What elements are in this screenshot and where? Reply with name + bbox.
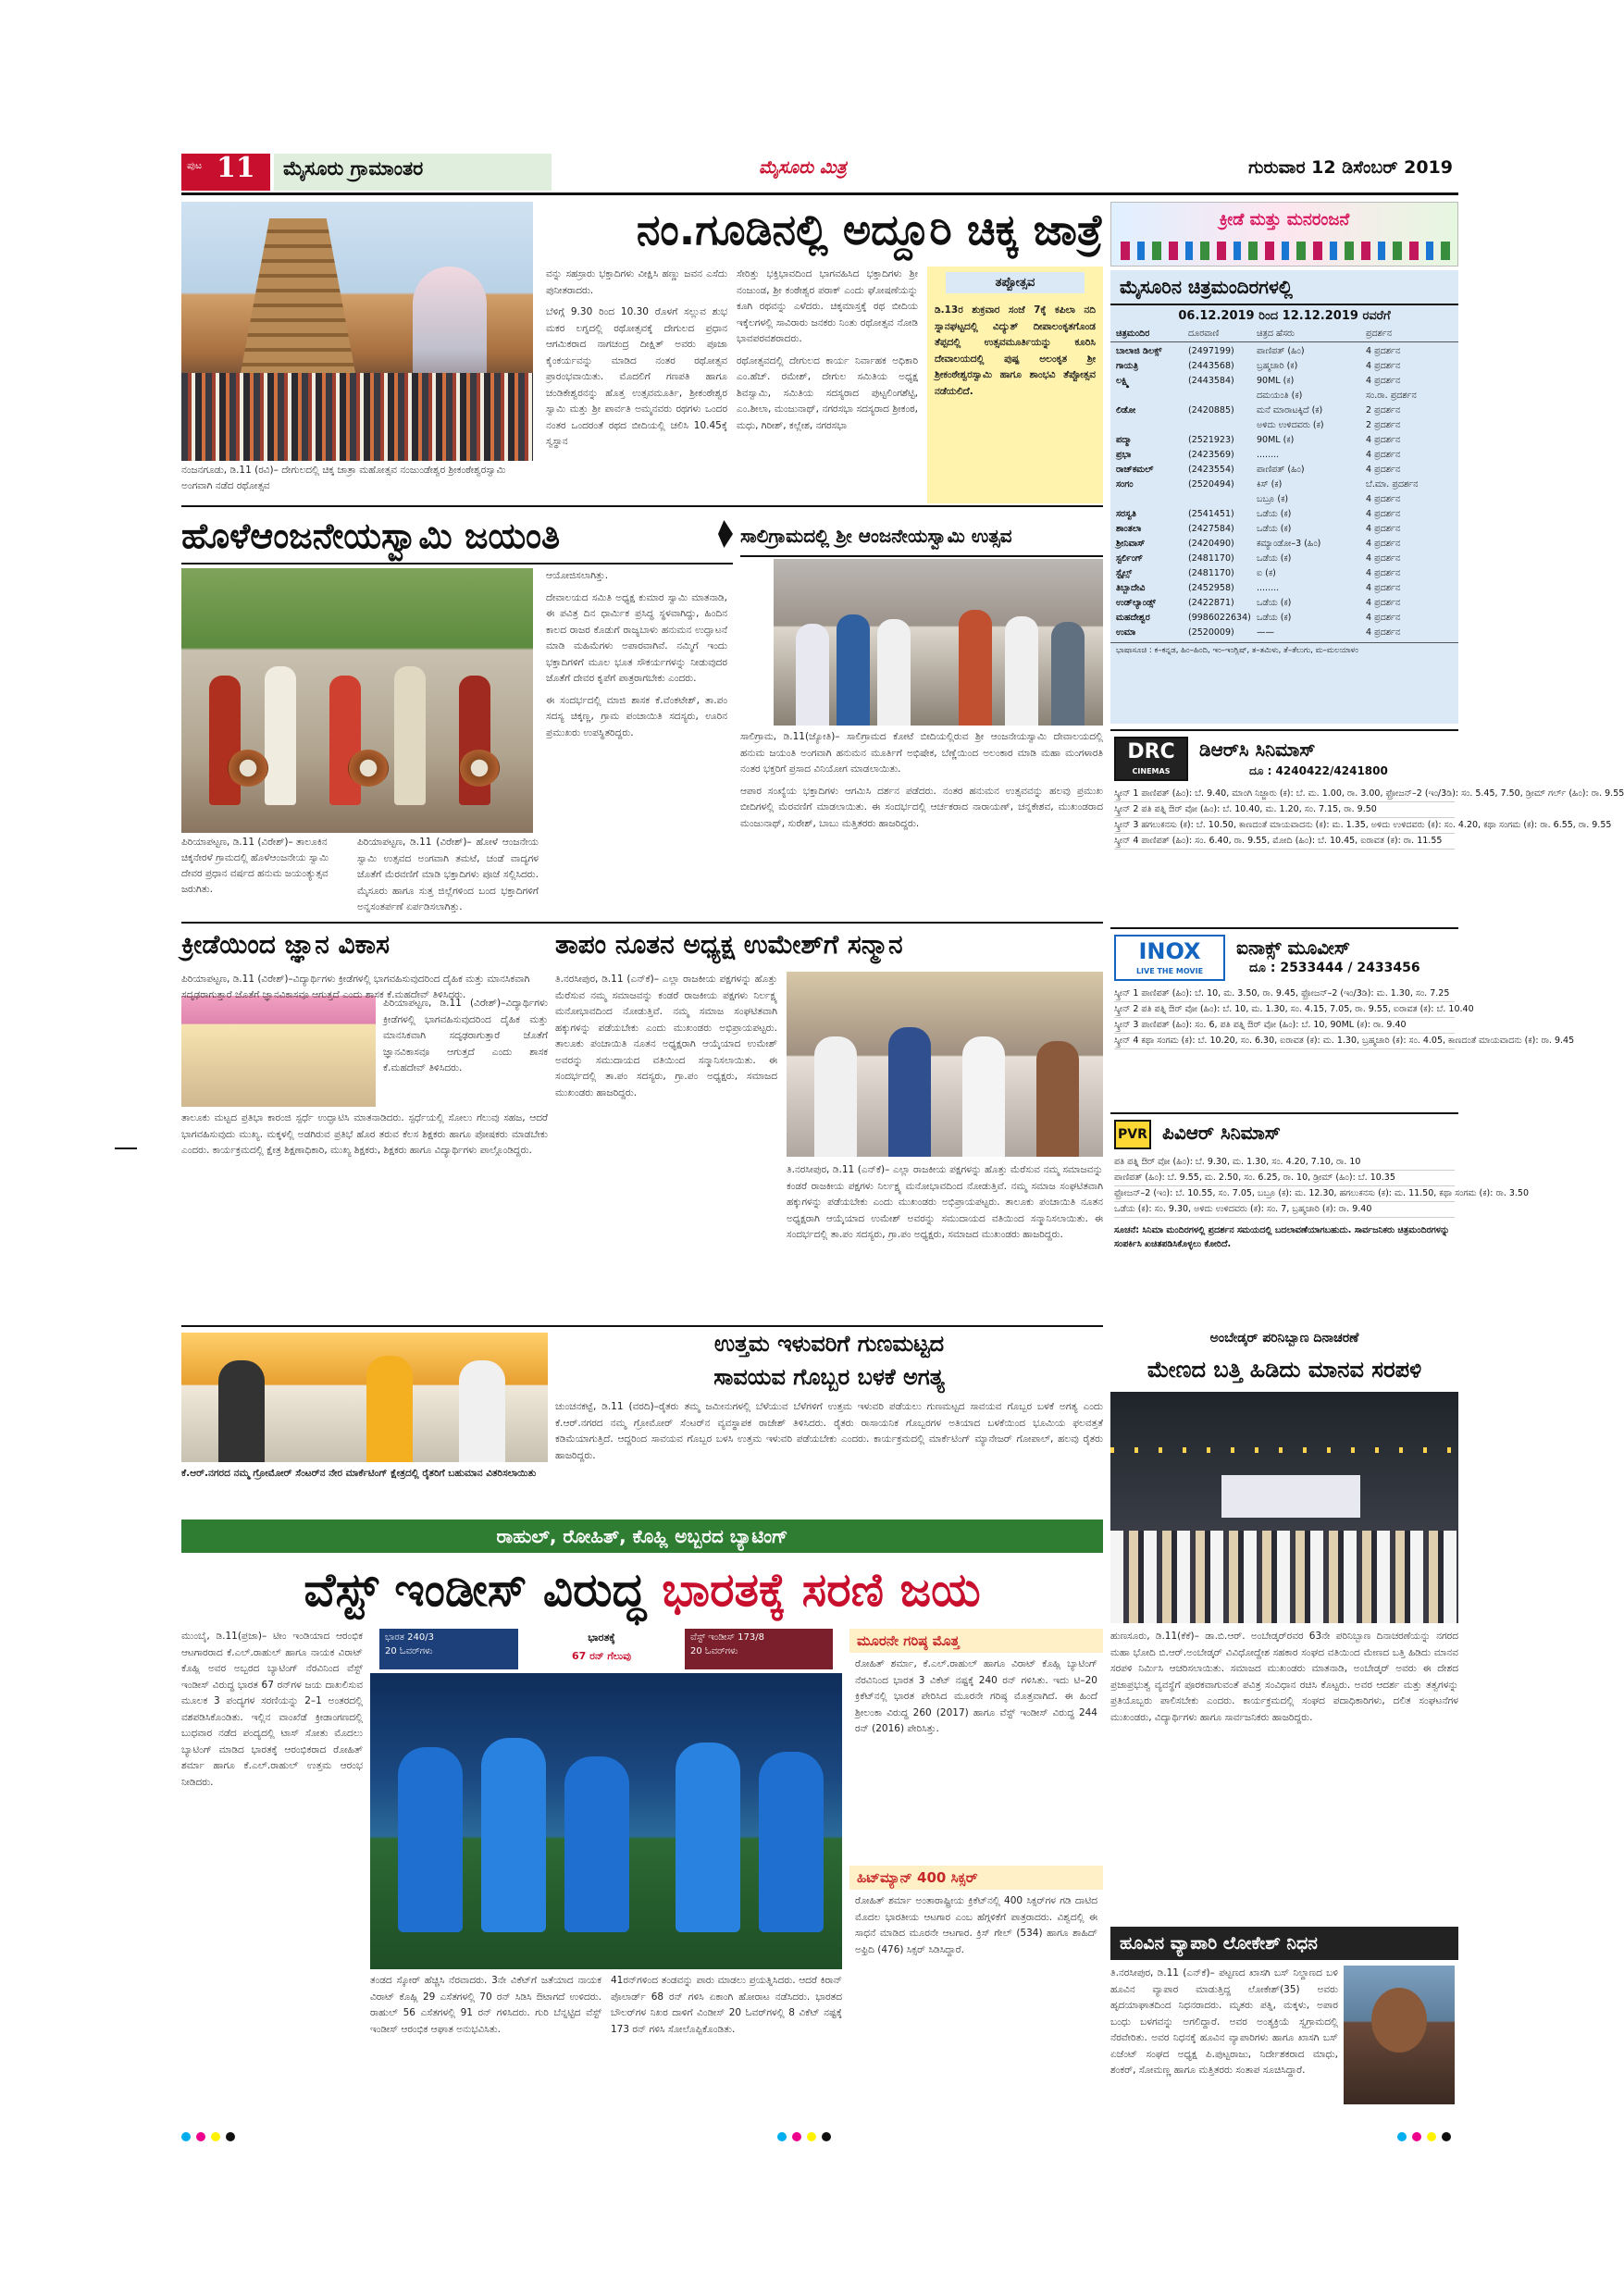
felicitation-photo <box>787 972 1103 1157</box>
inox-logo: INOX LIVE THE MOVIE <box>1114 935 1225 981</box>
banner-icon <box>1221 1475 1360 1518</box>
show-line: ಸ್ಕ್ರೀನ್ 3 ಪಾಣಿಪತ್ (ಹಿಂ): ಸಂ. 6, ಪತಿ ಪತ್ನಿ ಔರ್ ವೋ (ಹಿಂ): ಬೆ. 10, 90ML (ಕ): ರಾ. 9.40 <box>1114 1018 1455 1034</box>
person <box>837 614 870 726</box>
person <box>218 1360 265 1462</box>
ambedkar-headline: ಮೇಣದ ಬತ್ತಿ ಹಿಡಿದು ಮಾನವ ಸರಪಳಿ <box>1147 1357 1422 1383</box>
gobbara-award-photo <box>181 1333 548 1462</box>
drc-block <box>1110 729 1624 924</box>
show-line: ಸ್ಕ್ರೀನ್ 4 ಕಥಾ ಸಂಗಮ (ಕ): ಬೆ. 10.20, ಸಂ. 6.30, ಐರಾವತ (ಕ): ಮ. 1.30, ಬ್ರಹ್ಮಚಾರಿ (ಕ): ಸಂ. 4.05, ಕಾಣದಂತೆ ಮಾಯವಾದನು (ಕ): ರಾ. 9.45 <box>1114 1034 1455 1049</box>
crowd <box>181 373 533 461</box>
obituary-body: ತಿ.ನರಸೀಪುರ, ಡಿ.11 (ಎನ್‌ಕೆ)– ಪಟ್ಟಣದ ಖಾಸಗಿ ಬಸ್ ನಿಲ್ದಾಣದ ಬಳಿ ಹೂವಿನ ವ್ಯಾಪಾರ ಮಾಡುತ್ತಿದ್ದ ಲೋಕೇಶ್(35) ಅವರು ಹೃದಯಾಘಾತದಿಂದ ನಿಧನರಾದರು. ಮೃತರು ಪತ್ನಿ, ಮಕ್ಕಳು, ಅಪಾರ ಬಂಧು ಬಳಗವನ್ನು ಅಗಲಿದ್ದಾರೆ. ಅವರ ಅಂತ್ಯಕ್ರಿಯೆ ಸ್ವಗ್ರಾಮದಲ್ಲಿ ನೆರವೇರಿತು. ಅವರ ನಿಧನಕ್ಕೆ ಹೂವಿನ ವ್ಯಾಪಾರಿಗಳು ಹಾಗೂ ಖಾಸಗಿ ಬಸ್ ಏಜೆಂಟ್ ಸಂಘದ ಅಧ್ಯಕ್ಷ ಪಿ.ಪುಟ್ಟರಾಜು, ನಿರ್ದೇಶಕರಾದ ಮಾಧು, ಶಂಕರ್, ಸೋಮಣ್ಣ ಹಾಗೂ ಮತ್ತಿತರರು ಸಂತಾಪ ಸೂಚಿಸಿದ್ದಾರೆ. <box>1110 1967 1338 2076</box>
masthead: ಮೈಸೂರು ಮಿತ್ರ <box>759 157 847 178</box>
drum <box>228 750 268 787</box>
person <box>962 1036 1005 1157</box>
registration-mark <box>807 2132 816 2141</box>
person <box>877 619 911 726</box>
player <box>481 1738 546 1932</box>
show-line: ಫ್ರೋಜನ್–2 (ಇಂ): ಬೆ. 10.55, ಸಂ. 7.05, ಬಬ್ರೂ (ಕ): ಮ. 12.30, ಹಗಲುಕನಸು (ಕ): ಮ. 11.50, ಕಥಾ ಸಂಗಮ (ಕ): ರಾ. 3.50 <box>1114 1186 1455 1202</box>
gobbara-body: ಚುಂಚನಕಟ್ಟೆ, ಡಿ.11 (ವರದಿ)–ರೈತರು ತಮ್ಮ ಜಮೀನುಗಳಲ್ಲಿ ಬೆಳೆಯುವ ಬೆಳೆಗಳಿಗೆ ಉತ್ತಮ ಇಳುವರಿ ಪಡೆಯಲು ಗುಣಮಟ್ಟದ ಸಾವಯವ ಗೊಬ್ಬರ ಬಳಕೆ ಅಗತ್ಯ ಎಂದು ಕೆ.ಆರ್.ನಗರದ ನಮ್ಮ ಗ್ರೋಮೋರ್ ಸೆಂಟರ್‌ನ ವ್ಯವಸ್ಥಾಪಕ ರಾಜೇಶ್ ತಿಳಿಸಿದರು. ರೈತರು ರಾಸಾಯನಿಕ ಗೊಬ್ಬರಗಳ ಅತಿಯಾದ ಬಳಕೆಯಿಂದ ಭೂಮಿಯ ಫಲವತ್ತತೆ ಕಡಿಮೆಯಾಗುತ್ತಿದೆ. ಆದ್ದರಿಂದ ಸಾವಯವ ಗೊಬ್ಬರ ಬಳಸಿ ಉತ್ತಮ ಇಳುವರಿ ಪಡೆಯಬೇಕು ಎಂದರು. ಕಾರ್ಯಕ್ರಮದಲ್ಲಿ ಮಾರ್ಕೆಟಿಂಗ್ ಮ್ಯಾನೇಜರ್ ಗೋಪಾಲ್, ಹಲವು ರೈತರು ಹಾಜರಿದ್ದರು. <box>555 1401 1103 1461</box>
kreede-stage-photo <box>181 996 376 1107</box>
cinema-row: ಉಮಾ (2520009) —— 4 ಪ್ರದರ್ಶನ <box>1116 627 1401 638</box>
drum <box>348 750 389 787</box>
taapam-body-col2: ತಿ.ನರಸೀಪುರ, ಡಿ.11 (ಎನ್‌ಕೆ)– ಎಲ್ಲಾ ರಾಜಕೀಯ ಪಕ್ಷಗಳನ್ನು ಹೊತ್ತು ಮೆರೆಸುವ ನಮ್ಮ ಸಮಾಜವನ್ನು ಕಂಡರೆ ರಾಜಕೀಯ ಪಕ್ಷಗಳು ನಿರ್ಲಕ್ಷ್ಯ ಮನೋಭಾವದಿಂದ ನೋಡುತ್ತಿವೆ. ನಮ್ಮ ಸಮಾಜ ಸಂಘಟಿತವಾಗಿ ಹಕ್ಕುಗಳನ್ನು ಪಡೆಯಬೇಕು ಎಂದು ಮುಖಂಡರು ಅಭಿಪ್ರಾಯಪಟ್ಟರು. ತಾಲೂಕು ಪಂಚಾಯಿತಿ ನೂತನ ಅಧ್ಯಕ್ಷರಾಗಿ ಆಯ್ಕೆಯಾದ ಉಮೇಶ್ ಅವರನ್ನು ಸಮುದಾಯದ ವತಿಯಿಂದ ಸನ್ಮಾನಿಸಲಾಯಿತು. ಈ ಸಂದರ್ಭದಲ್ಲಿ ತಾ.ಪಂ ಸದಸ್ಯರು, ಗ್ರಾ.ಪಂ ಅಧ್ಯಕ್ಷರು, ಸಮಾಜದ ಮುಖಂಡರು ಹಾಜರಿದ್ದರು. <box>787 1164 1103 1240</box>
registration-mark <box>226 2132 235 2141</box>
player <box>759 1752 824 1932</box>
lokesh-portrait-photo <box>1344 1966 1455 2104</box>
show-line: ಸ್ಕ್ರೀನ್ 2 ಪತಿ ಪತ್ನಿ ಔರ್ ವೋ (ಹಿಂ): ಬೆ. 10, ಮ. 1.30, ಸಂ. 4.15, 7.05, ರಾ. 9.55, ಐರಾವತ (ಕ): ಬೆ. 10.40 <box>1114 1002 1455 1018</box>
anjaneya-body-col1: ಆಯೋಜಿಸಲಾಗಿತ್ತು. ದೇವಾಲಯದ ಸಮಿತಿ ಅಧ್ಯಕ್ಷ ಕುಮಾರ ಸ್ವಾಮಿ ಮಾತನಾಡಿ, ಈ ಪವಿತ್ರ ದಿನ ಧಾರ್ಮಿಕ ಪ್ರಸಿದ್ಧ ಸ್ಥಳವಾಗಿದ್ದು, ಹಿಂದಿನ ಕಾಲದ ರಾಜರ ಕೊಡುಗೆ ರಾಜ್ಯಬಾಳು ಹನುಮನ ಉದ್ಘಾಟನೆ ಮಾಡಿ ಮಹಿಮೆಗಳು ಅಪಾರವಾಗಿವೆ. ನಮ್ಮಿಗೆ ಇಂದು ಭಕ್ತಾದಿಗಳಿಗೆ ಮೂಲ ಭೂತ ಸೌಕರ್ಯಗಳನ್ನು ನೀಡುವುದರ ಜೊತೆಗೆ ದೇವರ ಕೃಪೆಗೆ ಪಾತ್ರರಾಗಬೇಕು ಎಂದರು. ಈ ಸಂದರ್ಭದಲ್ಲಿ ಮಾಜಿ ಶಾಸಕ ಕೆ.ವೆಂಕಟೇಶ್, ತಾ.ಪಂ ಸದಸ್ಯ ಚಿಕ್ಕಣ್ಣ, ಗ್ರಾಮ ಪಂಚಾಯಿತಿ ಸದಸ್ಯರು, ಊರಿನ ಪ್ರಮುಖರು ಉಪಸ್ಥಿತರಿದ್ದರು. <box>546 570 727 738</box>
cinema-row: ಪ್ರಭಾ (2423569) ........ 4 ಪ್ರದರ್ಶನ <box>1116 450 1401 460</box>
score-india: ಭಾರತ 240/3 20 ಓವರ್‌ಗಳು <box>379 1629 518 1669</box>
anjaneya-rule <box>181 563 733 564</box>
cinema-listing-panel <box>1110 270 1458 724</box>
inox-phone: ದೂ : 2533444 / 2433456 <box>1249 961 1420 975</box>
registration-mark <box>196 2132 205 2141</box>
registration-mark <box>1397 2132 1407 2141</box>
player <box>676 1743 740 1932</box>
drummer <box>209 676 241 805</box>
cinema-row: ಬಬ್ರೂ (ಕ) 4 ಪ್ರದರ್ಶನ <box>1257 494 1401 504</box>
cinema-row: ಸರಸ್ವತಿ (2541451) ಒಡೆಯ (ಕ) 4 ಪ್ರದರ್ಶನ <box>1116 509 1401 519</box>
cricket-headline <box>181 1557 1103 1625</box>
drc-shows <box>1114 787 1624 850</box>
date: ಗುರುವಾರ 12 ಡಿಸೆಂಬರ್ 2019 <box>1248 157 1453 178</box>
kreede-headline: ಕ್ರೀಡೆಯಿಂದ ಜ್ಞಾನ ವಿಕಾಸ <box>181 929 390 960</box>
drc-logo: DRC CINEMAS <box>1114 737 1188 781</box>
temple-body-col1: ವನ್ನು ಸಹಸ್ರಾರು ಭಕ್ತಾದಿಗಳು ವೀಕ್ಷಿಸಿ ಹಣ್ಣು ಜವನ ಎಸೆದು ಪುನೀತರಾದರು. ಬೆಳಿಗ್ಗೆ 9.30 ರಿಂದ 10.30 ರೊಳಗೆ ಸಲ್ಲುವ ಶುಭ ಮಕರ ಲಗ್ನದಲ್ಲಿ ರಥೋತ್ಸವಕ್ಕೆ ದೇಗುಲದ ಪ್ರಧಾನ ಆಗಮಿಕರಾದ ನಾಗಚಂದ್ರ ದೀಕ್ಷಿತ್ ಅವರು ಪೂಜಾ ಕೈಂಕರ್ಯವನ್ನು ಮಾಡಿದ ನಂತರ ರಥೋತ್ಸವ ಪ್ರಾರಂಭವಾಯಿತು. ಮೊದಲಿಗೆ ಗಣಪತಿ ಹಾಗೂ ಚಂಡಿಕೇಶ್ವರನನ್ನು ಹೊತ್ತ ಉತ್ಸವಮೂರ್ತಿ, ಶ್ರೀಕಂಠೇಶ್ವರ ಸ್ವಾಮಿ ಮತ್ತು ಶ್ರೀ ಪಾರ್ವತಿ ಅಮ್ಮನವರು ರಥಗಳು ಒಂದರ ನಂತರ ಒಂದರಂತೆ ರಥದ ಬೀದಿಯಲ್ಲಿ ಚಲಿಸಿ 10.45ಕ್ಕೆ ಸ್ವಸ್ಥಾನ <box>546 268 727 447</box>
temple-rule <box>181 505 1103 507</box>
registration-mark <box>181 2132 191 2141</box>
drummer <box>329 676 361 805</box>
ornament-icon <box>718 520 733 548</box>
drummer <box>394 666 426 805</box>
person <box>796 624 829 726</box>
page-number: 11 <box>217 152 255 184</box>
drummer <box>265 666 296 805</box>
mid-rule <box>181 922 1103 924</box>
cinema-row: ಸ್ಟರ್ಲಿಂಗ್ (2481170) ಒಡೆಯ (ಕ) 4 ಪ್ರದರ್ಶನ <box>1116 553 1401 564</box>
records-body2: ರೋಹಿತ್ ಶರ್ಮಾ ಅಂತಾರಾಷ್ಟ್ರೀಯ ಕ್ರಿಕೆಟ್‌ನಲ್ಲಿ 400 ಸಿಕ್ಸರ್‌ಗಳ ಗಡಿ ದಾಟಿದ ಮೊದಲ ಭಾರತೀಯ ಆಟಗಾರ ಎಂಬ ಹೆಗ್ಗಳಿಕೆಗೆ ಪಾತ್ರರಾದರು. ವಿಶ್ವದಲ್ಲಿ ಈ ಸಾಧನೆ ಮಾಡಿದ ಮೂರನೇ ಆಟಗಾರ. ಕ್ರಿಸ್ ಗೇಲ್ (534) ಹಾಗೂ ಶಾಹಿದ್ ಅಫ್ರಿದಿ (476) ಸಿಕ್ಸರ್ ಸಿಡಿಸಿದ್ದಾರೆ. <box>855 1895 1097 1955</box>
drc-phone: ದೂ : 4240422/4241800 <box>1249 764 1388 777</box>
records-box <box>849 1629 1103 2121</box>
pvr-title: ಪಿವಿಆರ್ ಸಿನಿಮಾಸ್ <box>1162 1122 1281 1144</box>
cricket-body-col2: ತಂಡದ ಸ್ಕೋರ್ ಹೆಚ್ಚಿಸಿ ನೆರವಾದರು. 3ನೇ ವಿಕೆಟ್‌ಗೆ ಜತೆಯಾದ ನಾಯಕ ವಿರಾಟ್ ಕೊಹ್ಲಿ 29 ಎಸೆತಗಳಲ್ಲಿ 70 ರನ್ ಸಿಡಿಸಿ ಔಟಾಗದೆ ಉಳಿದರು. ರಾಹುಲ್ 56 ಎಸೆತಗಳಲ್ಲಿ 91 ರನ್ ಗಳಿಸಿದರು. ಗುರಿ ಬೆನ್ನಟ್ಟಿದ ವೆಸ್ಟ್ ಇಂಡೀಸ್ ಆರಂಭಿಕ ಆಘಾತ ಅನುಭವಿಸಿತು. <box>370 1975 601 2035</box>
tapotsava-box <box>927 267 1103 503</box>
saligrama-headline: ಸಾಲಿಗ್ರಾಮದಲ್ಲಿ ಶ್ರೀ ಆಂಜನೇಯಸ್ವಾಮಿ ಉತ್ಸವ <box>740 525 1012 547</box>
cinema-row: ರಾಜ್‌ಕಮಲ್ (2423554) ಪಾಣಿಪತ್ (ಹಿಂ) 4 ಪ್ರದರ್ಶನ <box>1116 465 1401 475</box>
cinema-row: ಗಾಯತ್ರಿ (2443568) ಬ್ರಹ್ಮಚಾರಿ (ಕ) 4 ಪ್ರದರ್ಶನ <box>1116 361 1401 371</box>
candle-march-photo <box>1110 1392 1458 1623</box>
candle-flames <box>1110 1447 1458 1453</box>
cinema-rows <box>1110 342 1458 642</box>
temple-caption: ನಂಜನಗೂಡು, ಡಿ.11 (ರವಿ)– ದೇಗುಲದಲ್ಲಿ ಚಿಕ್ಕ ಜಾತ್ರಾ ಮಹೋತ್ಸವ ನಂಜುಂಡೇಶ್ವರ ಶ್ರೀಕಂಠೇಶ್ವರಸ್ವಾಮಿ ಅಂಗವಾಗಿ ನಡೆದ ರಥೋತ್ಸವ <box>181 465 506 491</box>
cricket-body-col1: ಮುಂಬೈ, ಡಿ.11(ಪ್ರಜಾ)– ಟೀಂ ಇಂಡಿಯಾದ ಆರಂಭಿಕ ಆಟಗಾರರಾದ ಕೆ.ಎಲ್.ರಾಹುಲ್ ಹಾಗೂ ನಾಯಕ ವಿರಾಟ್ ಕೊಹ್ಲಿ ಅವರ ಅಬ್ಬರದ ಬ್ಯಾಟಿಂಗ್ ನೆರವಿನಿಂದ ವೆಸ್ಟ್ ಇಂಡೀಸ್ ವಿರುದ್ಧ ಭಾರತ 67 ರನ್‌ಗಳ ಜಯ ದಾಖಲಿಸುವ ಮೂಲಕ 3 ಪಂದ್ಯಗಳ ಸರಣಿಯನ್ನು 2–1 ಅಂತರದಲ್ಲಿ ವಶಪಡಿಸಿಕೊಂಡಿತು. ಇಲ್ಲಿನ ವಾಂಖೆಡೆ ಕ್ರೀಡಾಂಗಣದಲ್ಲಿ ಬುಧವಾರ ನಡೆದ ಪಂದ್ಯದಲ್ಲಿ ಟಾಸ್ ಸೋತು ಮೊದಲು ಬ್ಯಾಟಿಂಗ್ ಮಾಡಿದ ಭಾರತಕ್ಕೆ ಆರಂಭಿಕರಾದ ರೋಹಿತ್ ಶರ್ಮಾ ಹಾಗೂ ಕೆ.ಎಲ್.ರಾಹುಲ್ ಉತ್ತಮ ಆರಂಭ ನೀಡಿದರು. <box>181 1631 363 1788</box>
registration-mark <box>792 2132 801 2141</box>
player <box>398 1747 463 1932</box>
drc-title: ಡಿಆರ್‌ಸಿ ಸಿನಿಮಾಸ್ <box>1199 738 1316 761</box>
kreede-intro: ಪಿರಿಯಾಪಟ್ಟಣ, ಡಿ.11 (ವಿರೇಶ್)–ವಿದ್ಯಾರ್ಥಿಗಳು ಕ್ರೀಡೆಗಳಲ್ಲಿ ಭಾಗವಹಿಸುವುದರಿಂದ ದೈಹಿಕ ಮತ್ತು ಮಾನಸಿಕವಾಗಿ ಸದೃಢರಾಗುತ್ತಾರೆ ಜೊತೆಗೆ ಜ್ಞಾನವಿಕಾಸವೂ ಆಗುತ್ತದೆ ಎಂದು ಶಾಸಕ ಕೆ.ಮಹದೇವ್ ತಿಳಿಸಿದರು. <box>181 974 530 1000</box>
team-india-celebration-photo <box>370 1673 842 1969</box>
kreede-body: ತಾಲೂಕು ಮಟ್ಟದ ಪ್ರತಿಭಾ ಕಾರಂಜಿ ಸ್ಪರ್ಧೆ ಉದ್ಘಾಟಿಸಿ ಮಾತನಾಡಿದರು. ಸ್ಪರ್ಧೆಯಲ್ಲಿ ಸೋಲು ಗೆಲುವು ಸಹಜ, ಆದರೆ ಭಾಗವಹಿಸುವುದು ಮುಖ್ಯ. ಮಕ್ಕಳಲ್ಲಿ ಅಡಗಿರುವ ಪ್ರತಿಭೆ ಹೊರ ತರುವ ಕೆಲಸ ಶಿಕ್ಷಕರು ಹಾಗೂ ಪೋಷಕರು ಮಾಡಬೇಕು ಎಂದರು. ಕಾರ್ಯಕ್ರಮದಲ್ಲಿ ಕ್ಷೇತ್ರ ಶಿಕ್ಷಣಾಧಿಕಾರಿ, ಮುಖ್ಯ ಶಿಕ್ಷಕರು, ಶಿಕ್ಷಕರು ಹಾಗೂ ವಿದ್ಯಾರ್ಥಿಗಳು ಪಾಲ್ಗೊಂಡಿದ್ದರು. <box>181 1112 548 1156</box>
person <box>888 1027 931 1157</box>
person <box>459 1360 505 1462</box>
cinema-row: ಅಳಿದು ಉಳಿದವರು (ಕ) 2 ಪ್ರದರ್ಶನ <box>1257 420 1401 430</box>
section-name: ಮೈಸೂರು ಗ್ರಾಮಾಂತರ <box>274 154 552 191</box>
inox-block <box>1110 927 1575 1109</box>
sports-figures-icon <box>1121 242 1450 260</box>
cinema-row: ದಮಯಂತಿ (ಕ) ಸಂ.ರಾ. ಪ್ರದರ್ಶನ <box>1257 391 1417 401</box>
show-line: ಒಡೆಯ (ಕ): ಸಂ. 9.30, ಅಳಿದು ಉಳಿದವರು (ಕ): ಸಂ. 7, ಬ್ರಹ್ಮಚಾರಿ (ಕ): ರಾ. 9.40 <box>1114 1202 1455 1218</box>
sports-entertainment-banner <box>1110 202 1458 267</box>
cinema-columns: ಚಿತ್ರಮಂದಿರ ದೂರವಾಣಿ ಚಿತ್ರದ ಹೆಸರು ಪ್ರದರ್ಶನ <box>1110 327 1458 342</box>
show-line: ಸ್ಕ್ರೀನ್ 3 ಹಗಲುಕನಸು (ಕ): ಬೆ. 10.50, ಕಾಣದಂತೆ ಮಾಯವಾದನು (ಕ): ಮ. 1.35, ಅಳಿದು ಉಳಿದವರು (ಕ): ಸಂ. 4.20, ಕಥಾ ಸಂಗಮ (ಕ): ರಾ. 6.55, ರಾ. 9.55 <box>1114 818 1455 834</box>
registration-mark <box>1442 2132 1451 2141</box>
cinema-row: ಮಹದೇಶ್ವರ (9986022634) ಒಡೆಯ (ಕ) 4 ಪ್ರದರ್ಶನ <box>1116 613 1401 623</box>
show-line: ಪತಿ ಪತ್ನಿ ಔರ್ ವೋ (ಹಿಂ): ಬೆ. 9.30, ಮ. 1.30, ಸಂ. 4.20, 7.10, ರಾ. 10 <box>1114 1155 1455 1171</box>
registration-mark <box>211 2132 220 2141</box>
show-line: ಸ್ಕ್ರೀನ್ 1 ಪಾಣಿಪತ್ (ಹಿಂ): ಬೆ. 10, ಮ. 3.50, ರಾ. 9.45, ಫ್ರೋಜನ್–2 (ಇಂ/3ಡಿ): ಮ. 1.30, ಸಂ. 7.25 <box>1114 986 1455 1002</box>
records-title: ಮೂರನೇ ಗರಿಷ್ಠ ಮೊತ್ತ <box>849 1629 1103 1653</box>
cinema-period: 06.12.2019 ರಿಂದ 12.12.2019 ರವರೆಗೆ <box>1178 309 1391 323</box>
cinema-row: ಉಡ್‌ಲ್ಯಾಂಡ್ಸ್ (2422871) ಒಡೆಯ (ಕ) 4 ಪ್ರದರ್ಶನ <box>1116 598 1401 608</box>
records-title2: ಹಿಟ್‌ಮ್ಯಾನ್ 400 ಸಿಕ್ಸರ್ <box>849 1866 1103 1890</box>
face <box>1371 1988 1427 2053</box>
cinema-row: ತಿಬ್ಬಾದೇವಿ (2452958) ........ 4 ಪ್ರದರ್ಶನ <box>1116 583 1401 593</box>
sports-banner-label: ಕ್ರೀಡೆ ಮತ್ತು ಮನರಂಜನೆ <box>1219 210 1350 230</box>
show-line: ಪಾಣಿಪತ್ (ಹಿಂ): ಬೆ. 9.55, ಮ. 2.50, ಸಂ. 6.25, ರಾ. 10, ಡ್ರೀಮ್ (ಹಿಂ): ಬೆ. 10.35 <box>1114 1171 1455 1186</box>
page-label: ಪುಟ <box>187 159 203 171</box>
page-number-box <box>181 154 270 191</box>
registration-mark <box>822 2132 831 2141</box>
person <box>1036 1041 1079 1157</box>
cinema-title: ಮೈಸೂರಿನ ಚಿತ್ರಮಂದಿರಗಳಲ್ಲಿ <box>1110 270 1458 305</box>
result-box: ಭಾರತಕ್ಕೆ 67 ರನ್ ಗೆಲುವು <box>527 1629 676 1669</box>
show-line: ಸ್ಕ್ರೀನ್ 4 ಪಾಣಿಪತ್ (ಹಿಂ): ಸಂ. 6.40, ರಾ. 9.55, ಮೋದಿ (ಹಿಂ): ಬೆ. 10.45, ಐರಾವತ (ಕ): ರಾ. 11.55 <box>1114 834 1455 850</box>
cinema-row: ಶಾಂತಲಾ (2427584) ಒಡೆಯ (ಕ) 4 ಪ್ರದರ್ಶನ <box>1116 524 1401 534</box>
header-rule <box>181 192 1458 195</box>
tapotsava-title: ತಪ್ಪೋತ್ಸವ <box>946 272 1085 293</box>
inox-shows <box>1114 986 1575 1049</box>
cinema-row: ಪದ್ಮಾ (2521923) 90ML (ಕ) 4 ಪ್ರದರ್ಶನ <box>1116 435 1401 445</box>
person <box>366 1356 413 1462</box>
cinema-row: ಸಂಗಂ (2520494) ಕಿಸ್ (ಕ) ಬೆ.ಮಾ. ಪ್ರದರ್ಶನ <box>1116 479 1419 490</box>
rule-2 <box>181 1325 1103 1327</box>
temple-headline: ನಂ.ಗೂಡಿನಲ್ಲಿ ಅದ್ದೂರಿ ಚಿಕ್ಕ ಜಾತ್ರೆ <box>636 205 1103 254</box>
person <box>959 610 992 726</box>
pvr-block <box>1110 1112 1530 1321</box>
temple-body-col2: ಸೇರಿತ್ತು ಭಕ್ತಿಭಾವದಿಂದ ಭಾಗವಹಿಸಿದ ಭಕ್ತಾದಿಗಳು ಶ್ರೀ ನಂಜುಂಡ, ಶ್ರೀ ಕಂಠೇಶ್ವರ ಪರಾಕ್ ಎಂದು ಘೋಷಣೆಯನ್ನು ಕೂಗಿ ರಥವನ್ನು ಎಳೆದರು. ಚಿಕ್ಕಮಾಸ್ತಕ್ಕೆ ರಥ ಬೀದಿಯ ಇಕ್ಕೆಲಗಳಲ್ಲಿ ಸಾವಿರಾರು ಜನಕರು ನಿಂತು ರಥೋತ್ಸವ ನೋಡಿ ಭಾವಪರವಶರಾದರು. ರಥೋತ್ಸವದಲ್ಲಿ ದೇಗುಲದ ಕಾರ್ಯ ನಿರ್ವಾಹಕ ಅಧಿಕಾರಿ ಎಂ.ಹೆಚ್. ರಮೇಶ್, ದೇಗುಲ ಸಮಿತಿಯ ಅಧ್ಯಕ್ಷ ಶಿವಸ್ವಾಮಿ, ಸಮಿತಿಯ ಸದಸ್ಯರಾದ ಪುಟ್ಟಲಿಂಗಶೆಟ್ಟಿ, ಎಂ.ಶೀಲಾ, ಮಂಜುನಾಥ್, ನಗರಸಭಾ ಸದಸ್ಯರಾದ ಶ್ರೀಕಂಠ, ಮಧು, ಗಿರೀಶ್, ಕಲ್ಲೇಶ, ನಗರಸಭಾ <box>737 268 918 431</box>
cinema-legend: ಭಾಷಾಸೂಚಿ : ಕ–ಕನ್ನಡ, ಹಿಂ–ಹಿಂದಿ, ಇಂ–ಇಂಗ್ಲಿಷ್, ತ–ತಮಿಳು, ತೆ–ತೆಲುಗು, ಮ–ಮಲಯಾಳಂ <box>1110 642 1458 659</box>
pvr-note: ಸೂಚನೆ: ಸಿನಿಮಾ ಮಂದಿರಗಳಲ್ಲಿ ಪ್ರದರ್ಶನ ಸಮಯದಲ್ಲಿ ಬದಲಾವಣೆಯಾಗಬಹುದು. ಸಾರ್ವಜನಿಕರು ಚಿತ್ರಮಂದಿರಗಳನ್ನು ಸಂಪರ್ಕಿಸಿ ಖಚಿತಪಡಿಸಿಕೊಳ್ಳಲು ಕೋರಿದೆ. <box>1114 1225 1450 1249</box>
saligrama-body: ಸಾಲಿಗ್ರಾಮ, ಡಿ.11(ಜ್ಯೋತಿ)– ಸಾಲಿಗ್ರಾಮದ ಕೋಟೆ ಬೀದಿಯಲ್ಲಿರುವ ಶ್ರೀ ಆಂಜನೇಯಸ್ವಾಮಿ ದೇವಾಲಯದಲ್ಲಿ ಹನುಮ ಜಯಂತಿ ಅಂಗವಾಗಿ ಹನುಮನ ಮೂರ್ತಿಗೆ ಅಭಿಷೇಕ, ಬೆಣ್ಣೆಯಿಂದ ಅಲಂಕಾರ ಮಾಡಿ ಮಹಾ ಮಂಗಳಾರತಿ ನಂತರ ಭಕ್ತರಿಗೆ ಪ್ರಸಾದ ವಿನಿಯೋಗ ಮಾಡಲಾಯಿತು. ಆಪಾರ ಸಂಖ್ಯೆಯ ಭಕ್ತಾದಿಗಳು ಆಗಮಿಸಿ ದರ್ಶನ ಪಡೆದರು. ನಂತರ ಹನುಮನ ಉತ್ಸವವನ್ನು ಹಲವು ಪ್ರಮುಖ ಬೀದಿಗಳಲ್ಲಿ ಮೆರವಣಿಗೆ ಮಾಡಲಾಯಿತು. ಈ ಸಂದರ್ಭದಲ್ಲಿ ಆರ್ಚಕರಾದ ನಾರಾಯಣ್, ಚನ್ನಕೇಶವ, ಮುಖಂಡರಾದ ಮಂಜುನಾಥ್, ಸುರೇಶ್, ಬಾಬು ಮತ್ತಿತರರು ಹಾಜರಿದ್ದರು. <box>740 731 1103 829</box>
person <box>1051 622 1085 726</box>
cricket-headline-part1: ವೆಸ್ಟ್ ಇಂಡೀಸ್ ವಿರುದ್ಧ <box>304 1563 663 1617</box>
crowd <box>1110 1531 1458 1623</box>
show-line: ಸ್ಕ್ರೀನ್ 2 ಪತಿ ಪತ್ನಿ ಔರ್ ವೋ (ಹಿಂ): ಬೆ. 10.40, ಮ. 1.20, ಸಂ. 7.15, ರಾ. 9.50 <box>1114 802 1455 818</box>
saligrama-rule <box>740 555 1103 557</box>
drum <box>459 750 500 787</box>
crop-mark <box>115 1148 137 1149</box>
pvr-shows <box>1114 1155 1530 1218</box>
saligrama-group-photo <box>774 559 1103 726</box>
cinema-row: ಶ್ರೀನಿವಾಸ್ (2420490) ಕಮ್ಯಾಂಡೋ–3 (ಹಿಂ) 4 ಪ್ರದರ್ಶನ <box>1116 539 1401 549</box>
obituary-title: ಹೂವಿನ ವ್ಯಾಪಾರಿ ಲೋಕೇಶ್ ನಿಧನ <box>1110 1927 1458 1960</box>
taapam-body: ತಿ.ನರಸೀಪುರ, ಡಿ.11 (ಎನ್‌ಕೆ)– ಎಲ್ಲಾ ರಾಜಕೀಯ ಪಕ್ಷಗಳನ್ನು ಹೊತ್ತು ಮೆರೆಸುವ ನಮ್ಮ ಸಮಾಜವನ್ನು ಕಂಡರೆ ರಾಜಕೀಯ ಪಕ್ಷಗಳು ನಿರ್ಲಕ್ಷ್ಯ ಮನೋಭಾವದಿಂದ ನೋಡುತ್ತಿವೆ. ನಮ್ಮ ಸಮಾಜ ಸಂಘಟಿತವಾಗಿ ಹಕ್ಕುಗಳನ್ನು ಪಡೆಯಬೇಕು ಎಂದು ಮುಖಂಡರು ಅಭಿಪ್ರಾಯಪಟ್ಟರು. ತಾಲೂಕು ಪಂಚಾಯಿತಿ ನೂತನ ಅಧ್ಯಕ್ಷರಾಗಿ ಆಯ್ಕೆಯಾದ ಉಮೇಶ್ ಅವರನ್ನು ಸಮುದಾಯದ ವತಿಯಿಂದ ಸನ್ಮಾನಿಸಲಾಯಿತು. ಈ ಸಂದರ್ಭದಲ್ಲಿ ತಾ.ಪಂ ಸದಸ್ಯರು, ಗ್ರಾ.ಪಂ ಅಧ್ಯಕ್ಷರು, ಸಮಾಜದ ಮುಖಂಡರು ಹಾಜರಿದ್ದರು. <box>555 974 777 1098</box>
cricket-headline-part2: ಭಾರತಕ್ಕೆ ಸರಣಿ ಜಯ <box>662 1563 981 1617</box>
cricket-kicker: ರಾಹುಲ್, ರೋಹಿತ್, ಕೊಹ್ಲಿ ಅಬ್ಬರದ ಬ್ಯಾಟಿಂಗ್ <box>181 1520 1103 1553</box>
gobbara-headline-line2: ಸಾವಯವ ಗೊಬ್ಬರ ಬಳಕೆ ಅಗತ್ಯ <box>713 1364 945 1390</box>
cricket-body-col3: 41ರನ್‌ಗಳಿಂದ ತಂಡವನ್ನು ಪಾರು ಮಾಡಲು ಪ್ರಯತ್ನಿಸಿದರು. ಆದರೆ ಕಿರಾನ್ ಪೊಲಾರ್ಡ್ 68 ರನ್ ಗಳಿಸಿ ಏಕಾಂಗಿ ಹೋರಾಟ ನಡೆಸಿದರು. ಭಾರತದ ಬೌಲರ್‌ಗಳ ನಿಖರ ದಾಳಿಗೆ ವಿಂಡೀಸ್ 20 ಓವರ್‌ಗಳಲ್ಲಿ 8 ವಿಕೆಟ್ ನಷ್ಟಕ್ಕೆ 173 ರನ್ ಗಳಿಸಿ ಸೋಲೊಪ್ಪಿಕೊಂಡಿತು. <box>611 1975 842 2035</box>
gobbara-caption: ಕೆ.ಆರ್.ನಗರದ ನಮ್ಮ ಗ್ರೋಮೋರ್ ಸೆಂಟರ್‌ನ ನೇರ ಮಾರ್ಕೆಟಿಂಗ್ ಕ್ಷೇತ್ರದಲ್ಲಿ ರೈತರಿಗೆ ಬಹುಮಾನ ವಿತರಿಸಲಾಯಿತು <box>181 1468 537 1479</box>
person <box>1005 616 1038 726</box>
pvr-logo: PVR <box>1114 1120 1151 1149</box>
procession-drummers-photo <box>181 568 533 833</box>
score-wi: ವೆಸ್ಟ್ ಇಂಡೀಸ್ 173/8 20 ಓವರ್‌ಗಳು <box>685 1629 833 1669</box>
taapam-headline: ತಾಪಂ ನೂತನ ಅಧ್ಯಕ್ಷ ಉಮೇಶ್‌ಗೆ ಸನ್ಮಾನ <box>555 929 903 960</box>
person <box>814 1036 857 1157</box>
ambedkar-kicker: ಅಂಬೇಡ್ಕರ್ ಪರಿನಿಬ್ಬಾಣ ದಿನಾಚರಣೆ <box>1209 1331 1359 1346</box>
cinema-row: ಬಾಲಾಜಿ ಡಿಲಕ್ಸ್ (2497199) ಪಾಣಿಪತ್ (ಹಿಂ) 4 ಪ್ರದರ್ಶನ <box>1116 346 1401 356</box>
cinema-row: ಸ್ಟೈಲ್ಸ್ (2481170) ಐ (ಕ) 4 ಪ್ರದರ್ಶನ <box>1116 568 1401 578</box>
cinema-row: ಲಕ್ಷ್ಮಿ (2443584) 90ML (ಕ) 4 ಪ್ರದರ್ಶನ <box>1116 376 1401 386</box>
gobbara-headline-line1: ಉತ್ತಮ ಇಳುವರಿಗೆ ಗುಣಮಟ್ಟದ <box>713 1331 945 1357</box>
registration-mark <box>777 2132 787 2141</box>
kreede-intro-col: ಪಿರಿಯಾಪಟ್ಟಣ, ಡಿ.11 (ವಿರೇಶ್)–ವಿದ್ಯಾರ್ಥಿಗಳು ಕ್ರೀಡೆಗಳಲ್ಲಿ ಭಾಗವಹಿಸುವುದರಿಂದ ದೈಹಿಕ ಮತ್ತು ಮಾನಸಿಕವಾಗಿ ಸದೃಢರಾಗುತ್ತಾರೆ ಜೊತೆಗೆ ಜ್ಞಾನವಿಕಾಸವೂ ಆಗುತ್ತದೆ ಎಂದು ಶಾಸಕ ಕೆ.ಮಹದೇವ್ ತಿಳಿಸಿದರು. <box>383 998 548 1073</box>
player <box>564 1756 629 1932</box>
show-line: ಸ್ಕ್ರೀನ್ 1 ಪಾಣಿಪತ್ (ಹಿಂ): ಬೆ. 9.40, ಮಾಂಗಿ ನಿಜ್ಜಾರು (ಕ): ಬೆ. ಮ. 1.00, ರಾ. 3.00, ಫ್ರೋಜನ್–2 (ಇಂ/3ಡಿ): ಸಂ. 5.45, 7.50, ಡ್ರೀಮ್ ಗರ್ಲ್ (ಹಿಂ): ರಾ. 9.55 <box>1114 787 1455 802</box>
tapotsava-body: ಡಿ.13ರ ಶುಕ್ರವಾರ ಸಂಜೆ 7ಕ್ಕೆ ಕಪಿಲಾ ನದಿ ಸ್ನಾನಘಟ್ಟದಲ್ಲಿ ವಿದ್ಯುತ್ ದೀಪಾಲಂಕೃತಗೊಂಡ ತೆಪ್ಪದಲ್ಲಿ ಉತ್ಸವಮೂರ್ತಿಯನ್ನು ಕೂರಿಸಿ ದೇವಾಲಯದಲ್ಲಿ ಪುಷ್ಪ ಅಲಂಕೃತ ಶ್ರೀ ಶ್ರೀಕಂಠೇಶ್ವರಸ್ವಾಮಿ ಹಾಗೂ ಶಾಂಭವಿ ತೆಪ್ಪೋತ್ಸವ ನಡೆಯಲಿದೆ. <box>935 304 1096 397</box>
ambedkar-body: ಹುಣಸೂರು, ಡಿ.11(ಕೆಕೆ)– ಡಾ.ಬಿ.ಆರ್. ಅಂಬೇಡ್ಕರ್‌ರವರ 63ನೇ ಪರಿನಿಬ್ಬಾಣ ದಿನಾಚರಣೆಯನ್ನು ನಗರದ ಮಹಾ ಭೋದಿ ಬಿ.ಆರ್.ಅಂಬೇಡ್ಕರ್ ವಿವಿಧೋದ್ದೇಶ ಸಹಕಾರ ಸಂಘದ ವತಿಯಿಂದ ಮೇಣದ ಬತ್ತಿ ಹಿಡಿದು ಮಾನವ ಸರಪಳಿ ನಿರ್ಮಿಸಿ ಆಚರಿಸಲಾಯಿತು. ಸಮಾಜದ ಮುಖಂಡರು ಮಾತನಾಡಿ, ಅಂಬೇಡ್ಕರ್ ಅವರು ಈ ದೇಶದ ಪ್ರಜಾಪ್ರಭುತ್ವ ವ್ಯವಸ್ಥೆಗೆ ಪೂರಕವಾಗುವಂತೆ ಪವಿತ್ರ ಸಂವಿಧಾನ ರಚಿಸಿ ಕೊಟ್ಟರು. ಅವರ ಆದರ್ಶ ಮತ್ತು ತತ್ವಗಳನ್ನು ಪ್ರತಿಯೊಬ್ಬರು ಪಾಲಿಸಬೇಕು ಎಂದರು. ಕಾರ್ಯಕ್ರಮದಲ್ಲಿ ಸಂಘದ ಪದಾಧಿಕಾರಿಗಳು, ದಲಿತ ಸಂಘಟನೆಗಳ ಮುಖಂಡರು, ವಿದ್ಯಾರ್ಥಿಗಳು ಹಾಗೂ ಸಾರ್ವಜನಿಕರು ಹಾಜರಿದ್ದರು. <box>1110 1631 1458 1723</box>
registration-mark <box>1412 2132 1421 2141</box>
anjaneya-body-col2: ಪಿರಿಯಾಪಟ್ಟಣ, ಡಿ.11 (ವಿರೇಶ್)– ಹೋಳೆ ಆಂಜನೇಯ ಸ್ವಾಮಿ ಉತ್ಸವದ ಅಂಗವಾಗಿ ತಮಟೆ, ಚಂಡೆ ವಾದ್ಯಗಳ ಜೊತೆಗೆ ಮೆರವಣಿಗೆ ಮಾಡಿ ಭಕ್ತಾದಿಗಳು ಪೂಜೆ ಸಲ್ಲಿಸಿದರು. ಮೈಸೂರು ಹಾಗೂ ಸುತ್ತ ಜಿಲ್ಲೆಗಳಿಂದ ಬಂದ ಭಕ್ತಾದಿಗಳಿಗೆ ಅನ್ನಸಂತರ್ಪಣೆ ಏರ್ಪಡಿಸಲಾಗಿತ್ತು. <box>357 837 539 912</box>
anjaneya-headline: ಹೊಳೆಆಂಜನೇಯಸ್ವಾಮಿ ಜಯಂತಿ <box>181 515 561 556</box>
registration-mark <box>1427 2132 1436 2141</box>
inox-title: ಐನಾಕ್ಸ್ ಮೂವೀಸ್ <box>1236 937 1351 959</box>
records-body: ರೋಹಿತ್ ಶರ್ಮಾ, ಕೆ.ಎಲ್.ರಾಹುಲ್ ಹಾಗೂ ವಿರಾಟ್ ಕೊಹ್ಲಿ ಬ್ಯಾಟಿಂಗ್ ನೆರವಿನಿಂದ ಭಾರತ 3 ವಿಕೆಟ್ ನಷ್ಟಕ್ಕೆ 240 ರನ್ ಗಳಿಸಿತು. ಇದು ಟಿ–20 ಕ್ರಿಕೆಟ್‌ನಲ್ಲಿ ಭಾರತ ಪೇರಿಸಿದ ಮೂರನೇ ಗರಿಷ್ಠ ಮೊತ್ತವಾಗಿದೆ. ಈ ಹಿಂದೆ ಶ್ರೀಲಂಕಾ ವಿರುದ್ಧ 260 (2017) ಹಾಗೂ ವೆಸ್ಟ್ ಇಂಡೀಸ್ ವಿರುದ್ಧ 244 ರನ್ (2016) ಪೇರಿಸಿತ್ತು. <box>855 1658 1097 1734</box>
cinema-row: ಲಿಡೋ (2420885) ಮನೆ ಮಾರಾಟಕ್ಕಿದೆ (ಕ) 2 ಪ್ರದರ್ಶನ <box>1116 405 1401 416</box>
anjaneya-caption: ಪಿರಿಯಾಪಟ್ಟಣ, ಡಿ.11 (ವಿರೇಶ್)– ತಾಲೂಕಿನ ಚಿಕ್ಕನೇರಳೆ ಗ್ರಾಮದಲ್ಲಿ ಹೊಳೆಆಂಜನೇಯ ಸ್ವಾಮಿ ದೇವರ ಪ್ರಧಾನ ವರ್ಷದ ಹನುಮ ಜಯಂತ್ಯುತ್ಸವ ಜರುಗಿತು. <box>181 837 329 895</box>
